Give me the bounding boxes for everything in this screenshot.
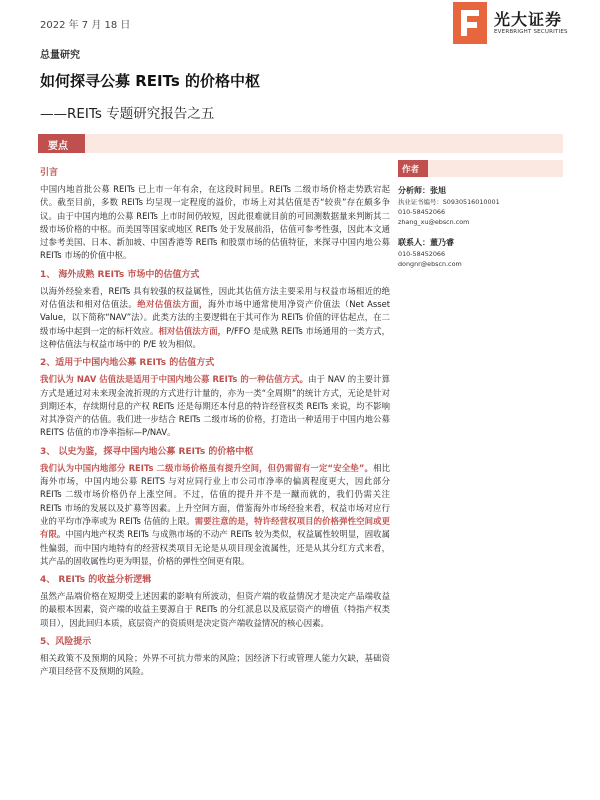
logo-mark-icon <box>453 2 487 44</box>
report-title: 如何探寻公募 REITs 的价格中枢 <box>40 72 260 90</box>
analyst-card <box>398 185 563 227</box>
section-1-text-c: P/FFO 是成熟 REITs 市场通用的一类方式，这种估值法与权益市场中的 P/E 较为相似。 <box>40 325 391 349</box>
section-intro-text: 中国内地首批公募 REITs 已上市一年有余，在这段时间里。REITs 二级市场价格走势跌宕起伏。截至目前，多数 REITs 均呈现一定程度的溢价，市场上对其估值是否“较贵”存在颇多争议。由于中国内地的公募 REITs 上市时间仍较短，因此很难就目前的可回测数据量来判断其二级市场价格的中枢。而美国等国家或地区 REITs 处于发展前沿，估值可参考性强，因此本文通过参考美国、日本、新加坡、中国香港等 REITs 和股票市场的估值特征，来探寻中国内地公募 REITs 市场的价值中枢。 <box>40 184 390 261</box>
section-4-title: 4、 REITs 的收益分析逻辑 <box>40 575 152 586</box>
section-3-highlight-a: 我们认为中国内地部分 REITs 二级市场价格虽有提升空间，但仍需留有一定“安全垫”。 <box>40 462 374 473</box>
analyst-name: 分析师：张旭 <box>398 186 446 195</box>
analyst-phone: 010-58452066 <box>398 208 446 216</box>
section-3-text-b: 中国内地产权类 REITs 与成熟市场的不动产 REITs 较为类似，权益属性较明显，固收属性偏弱，而中国内地特有的经营权类项目无论是从项目现金流属性，还是从其分红方式来看，其产品的固收属性均更为明显，价格的弹性空间更有限。 <box>40 529 390 566</box>
section-4-text: 虽然产品端价格在短期受上述因素的影响有所波动，但资产端的收益情况才是决定产品端收益的最根本因素，资产端的收益主要源自于 REITs 的分红派息以及底层资产的增值（特指产权类项目），因此回归本质，底层资产的资质则是决定资产端收益情况的核心因素。 <box>40 591 390 628</box>
section-3-paragraph <box>40 462 390 568</box>
section-1-text-b: 海外市场中通常使用净资产价值法（Net Asset Value，以下简称“NAV”法）。此类方法的主要逻辑在于其可作为 REITs 价值的评估起点，在二级市场中起到一定的标杆效应。 <box>40 299 391 336</box>
summary-banner <box>38 134 563 153</box>
contact-name: 联系人：董乃睿 <box>398 238 454 247</box>
section-1-title: 1、 海外成熟 REITs 市场中的估值方式 <box>40 269 200 280</box>
author-heading: 作者 <box>402 165 420 175</box>
analyst-email: zhang_xu@ebscn.com <box>398 218 470 226</box>
logo-chinese-name: 光大证券 <box>494 10 563 29</box>
analyst-cert: 执业证书编号：S0930516010001 <box>398 198 500 206</box>
section-1-highlight-a: 绝对估值法方面， <box>137 299 208 310</box>
section-5-title: 5、风险提示 <box>40 637 92 648</box>
logo-english-name: EVERBRIGHT SECURITIES <box>494 29 568 35</box>
section-5-text: 相关政策不及预期的风险；外界不可抗力带来的风险；因经济下行或管理人能力欠缺，基础资产项目经营不及预期的风险。 <box>40 653 390 677</box>
author-heading-bar <box>398 160 563 177</box>
section-intro-title: 引言 <box>40 168 59 178</box>
section-1-highlight-b: 相对估值法方面， <box>158 325 227 336</box>
section-2-highlight: 我们认为 NAV 估值法是适用于中国内地公募 REITs 的一种估值方式。 <box>40 374 309 385</box>
section-2-paragraph <box>40 373 390 439</box>
everbright-logo <box>453 2 600 44</box>
summary-label: 要点 <box>48 141 68 152</box>
section-3-title: 3、 以史为鉴，探寻中国内地公募 REITs 的价格中枢 <box>40 446 254 457</box>
section-2-title: 2、适用于中国内地公募 REITs 的估值方式 <box>40 358 215 369</box>
section-1-paragraph <box>40 285 390 351</box>
report-series: 总量研究 <box>40 50 80 61</box>
main-content <box>40 167 390 685</box>
report-date: 2022 年 7 月 18 日 <box>40 20 131 31</box>
contact-phone: 010-58452066 <box>398 250 446 258</box>
contact-card <box>398 237 563 269</box>
report-subtitle: ——REITs 专题研究报告之五 <box>40 106 215 122</box>
section-3-highlight-b: 需要注意的是，特许经营权项目的价格弹性空间或更有限。 <box>40 515 391 540</box>
author-sidebar <box>398 160 563 279</box>
section-2-text: 由于 NAV 的主要计算方式是通过对未来现金流折现的方式进行计量的，亦为一类“全周期”的统计方式，无论是针对到期还本，存续期付息的产权 REITs 还是每期还本付息的特许经营权类 REITs 来说，均不影响对其净资产的估值。我们进一步结合 REITs 二级市场的价格，打造出一种适用于中国内地公募 REITS 估值的市净率指标—P/NAV。 <box>40 374 390 438</box>
section-3-text-a: 相比海外市场，中国内地公募 REITS 与对应同行业上市公司市净率的偏离程度更大，因此部分 REITs 二级市场价格仍存上涨空间。不过，估值的提升并不是一蹴而就的，我们仍需关注 REITs 市场的发展以及扩募等因素。上升空间方面，借鉴海外市场经验来看，权益市场对应行业的平均市净率或为 REITs 估值的上限。 <box>40 462 391 526</box>
contact-email: dongnr@ebscn.com <box>398 260 462 268</box>
section-1-text-a: 以海外经验来看，REITs 具有较强的权益属性，因此其估值方法主要采用与权益市场相近的绝对估值法和相对估值法。 <box>40 285 390 310</box>
